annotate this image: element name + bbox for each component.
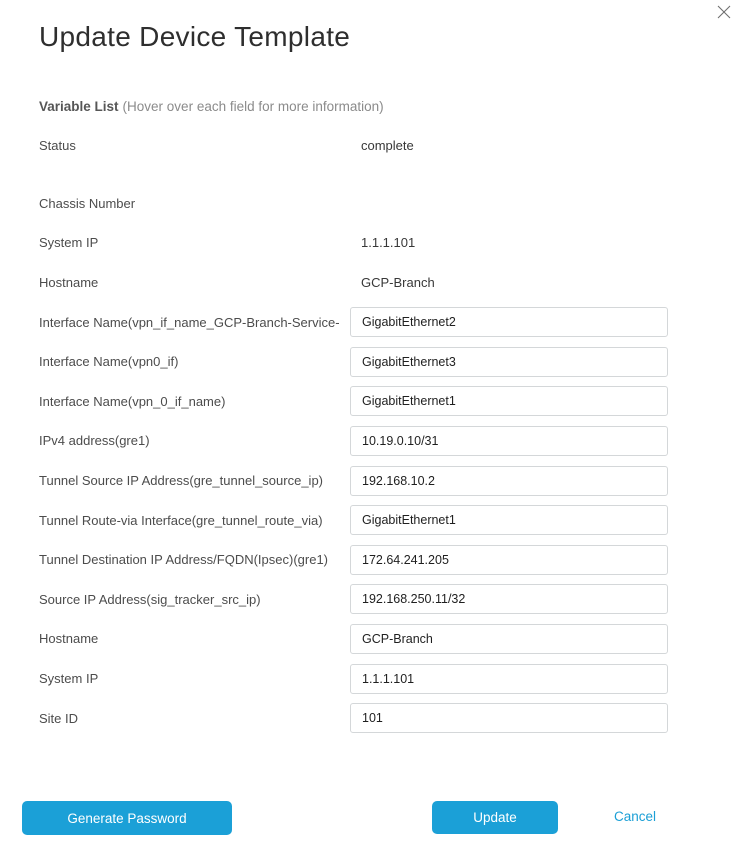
tunnel-source-ip-label: Tunnel Source IP Address(gre_tunnel_source_ip) [39,473,324,489]
row-gap [39,166,752,184]
field-row-hostname-static [39,263,752,303]
system-ip-input[interactable] [350,664,668,694]
field-row-interface-name-vpn-0-if-name [39,382,752,422]
generate-password-button[interactable]: Generate Password [22,801,232,835]
field-row-site-id [39,698,752,738]
site-id-input[interactable] [350,703,668,733]
close-x-glyph [717,5,731,19]
tunnel-destination-ip-input[interactable] [350,545,668,575]
close-icon[interactable] [714,5,734,25]
field-row-chassis-number [39,184,752,224]
field-row-tunnel-route-via [39,500,752,540]
interface-name-service-vpn-input[interactable] [350,307,668,337]
ipv4-address-gre1-input[interactable] [350,426,668,456]
interface-name-service-vpn-label: Interface Name(vpn_if_name_GCP-Branch-Service- [39,314,340,330]
system-ip-value: 1.1.1.101 [361,235,416,251]
field-row-hostname [39,619,752,659]
interface-name-vpn0-if-label: Interface Name(vpn0_if) [39,354,179,370]
tunnel-route-via-label: Tunnel Route-via Interface(gre_tunnel_route_via) [39,512,323,528]
field-row-source-ip-tracker [39,580,752,620]
field-row-ipv4-address-gre1 [39,421,752,461]
dialog-footer [0,800,752,836]
chassis-number-label: Chassis Number [39,195,136,211]
field-row-status [39,126,752,166]
field-row-tunnel-destination-ip [39,540,752,580]
system-ip-input-label: System IP [39,671,99,687]
variable-list-hint: (Hover over each field for more information) [122,99,384,114]
tunnel-route-via-input[interactable] [350,505,668,535]
interface-name-vpn-0-if-name-label: Interface Name(vpn_0_if_name) [39,393,226,409]
hostname-input[interactable] [350,624,668,654]
field-row-system-ip-static [39,223,752,263]
site-id-label: Site ID [39,710,79,726]
status-label: Status [39,138,76,154]
tunnel-source-ip-input[interactable] [350,466,668,496]
hostname-label: Hostname [39,275,99,291]
field-row-system-ip [39,659,752,699]
field-row-tunnel-source-ip [39,461,752,501]
dialog-title: Update Device Template [39,21,351,52]
source-ip-tracker-label: Source IP Address(sig_tracker_src_ip) [39,591,261,607]
update-button[interactable]: Update [432,801,558,834]
field-row-interface-name-vpn0-if [39,342,752,382]
ipv4-address-gre1-label: IPv4 address(gre1) [39,433,150,449]
field-row-interface-name-service-vpn [39,302,752,342]
variable-list-heading: Variable List [39,99,119,114]
hostname-input-label: Hostname [39,631,99,647]
variable-list [39,126,752,738]
cancel-button[interactable]: Cancel [614,809,657,824]
status-value: complete [361,138,414,154]
system-ip-label: System IP [39,235,99,251]
tunnel-destination-ip-label: Tunnel Destination IP Address/FQDN(Ipsec)(gre1) [39,552,329,568]
variable-list-section-header [39,98,752,116]
hostname-value: GCP-Branch [361,275,435,291]
source-ip-tracker-input[interactable] [350,584,668,614]
interface-name-vpn0-if-input[interactable] [350,347,668,377]
interface-name-vpn-0-if-name-input[interactable] [350,386,668,416]
